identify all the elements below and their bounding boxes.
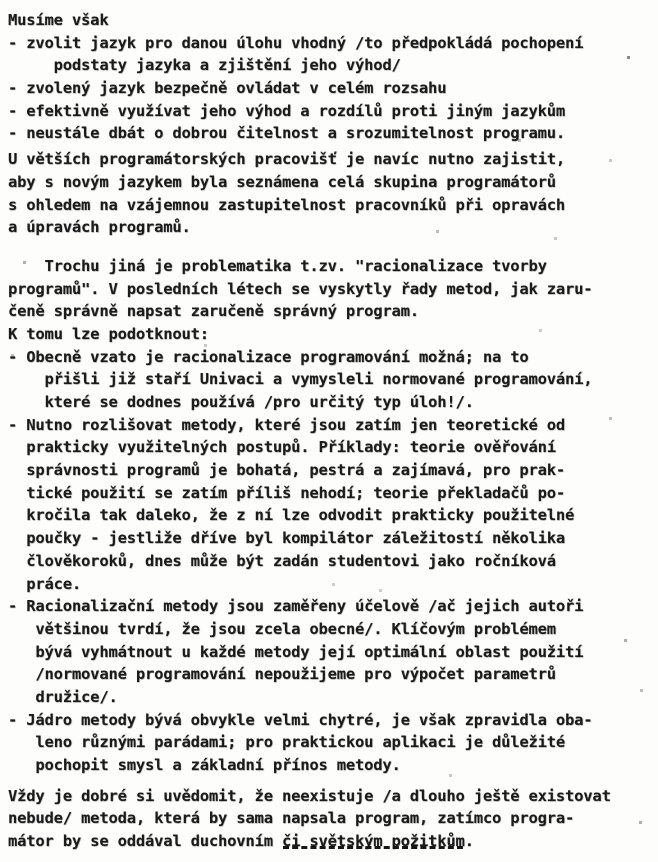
text-line: leno různými parádami; pro praktickou aplikaci je důležité <box>8 733 566 752</box>
text-line: - neustále dbát o dobrou čitelnost a srozumitelnost programu. <box>8 124 566 143</box>
text-line: pochopit smysl a základní přínos metody. <box>8 756 401 774</box>
text-line: přišli již staří Univaci a vymysleli normované programování, <box>8 370 593 389</box>
text-line: - Jádro metody bývá obvykle velmi chytré, je však zpravidla oba- <box>8 710 593 729</box>
text-line: člověkoroků, dnes může být zadán studentovi jako ročníková <box>8 551 556 570</box>
text-line: - Nutno rozlišovat metody, které jsou zatím jen teoretické od <box>8 415 566 434</box>
text-line: - Obecně vzato je racionalizace programování možná; na to <box>8 347 529 366</box>
text-line: programů". V posledních létech se vyskytly řady metod, jak zaru- <box>8 279 593 298</box>
text-line: - efektivně využívat jeho výhod a rozdílů proti jiným jazykům <box>8 101 566 120</box>
text-line: Musíme však <box>8 11 109 29</box>
text-line: poučky - jestliže dříve byl kompilátor záležitostí několika <box>8 529 566 548</box>
text-line: prakticky využitelných postupů. Příklady: teorie ověřování <box>8 438 556 457</box>
text-line: /normované programování nepoužijeme pro výpočet parametrů <box>8 665 556 684</box>
text-line: práce. <box>8 574 82 593</box>
text-line: družice/. <box>8 687 118 706</box>
text-line: nebude/ metoda, která by sama napsala program, zatímco progra- <box>8 809 575 828</box>
text-line: aby s novým jazykem byla seznámena celá skupina programátorů <box>8 172 556 191</box>
text-line: - zvolit jazyk pro danou úlohu vhodný /to předpokládá pochopení <box>8 33 584 52</box>
text-line: většinou tvrdí, že jsou zcela obecné/. Klíčovým problémem <box>8 619 556 638</box>
text-line: - Racionalizační metody jsou zaměřeny účelově /ač jejich autoři <box>8 597 584 616</box>
underline-mark <box>283 846 463 849</box>
text-line: bývá vyhmátnout u každé metody její optimální oblast použití <box>8 642 584 661</box>
text-line: a úpravách programů. <box>8 218 191 237</box>
text-line: s ohledem na vzájemnou zastupitelnost pracovníků při opravách <box>8 195 566 214</box>
text-line: Vždy je dobré si uvědomit, že neexistuje /a dlouho ještě existovat <box>8 786 611 805</box>
text-line: tické použití se zatím příliš nehodí; teorie překladačů po- <box>8 483 566 502</box>
text-line: podstaty jazyka a zjištění jeho výhod/ <box>8 56 401 75</box>
text-line: čeně správně napsat zaručeně správný program. <box>8 302 419 321</box>
scan-speckles <box>0 0 1 1</box>
text-line: K tomu lze podotknout: <box>8 324 209 343</box>
text-line: U větších programátorských pracovišť je navíc nutno zajistit, <box>8 150 566 169</box>
text-line: mátor by se oddával duchovním či světským požitkům. <box>8 832 474 851</box>
text-line: správnosti programů je bohatá, pestrá a zajímavá, pro prak- <box>8 461 566 480</box>
text-line: kročila tak daleko, že z ní lze odvodit prakticky použitelné <box>8 506 575 525</box>
text-line: Trochu jiná je problematika t.zv. "racionalizace tvorby <box>8 256 547 275</box>
text-line: - zvolený jazyk bezpečně ovládat v celém rozsahu <box>8 79 447 98</box>
text-line: které se dodnes používá /pro určitý typ úloh!/. <box>8 393 474 411</box>
